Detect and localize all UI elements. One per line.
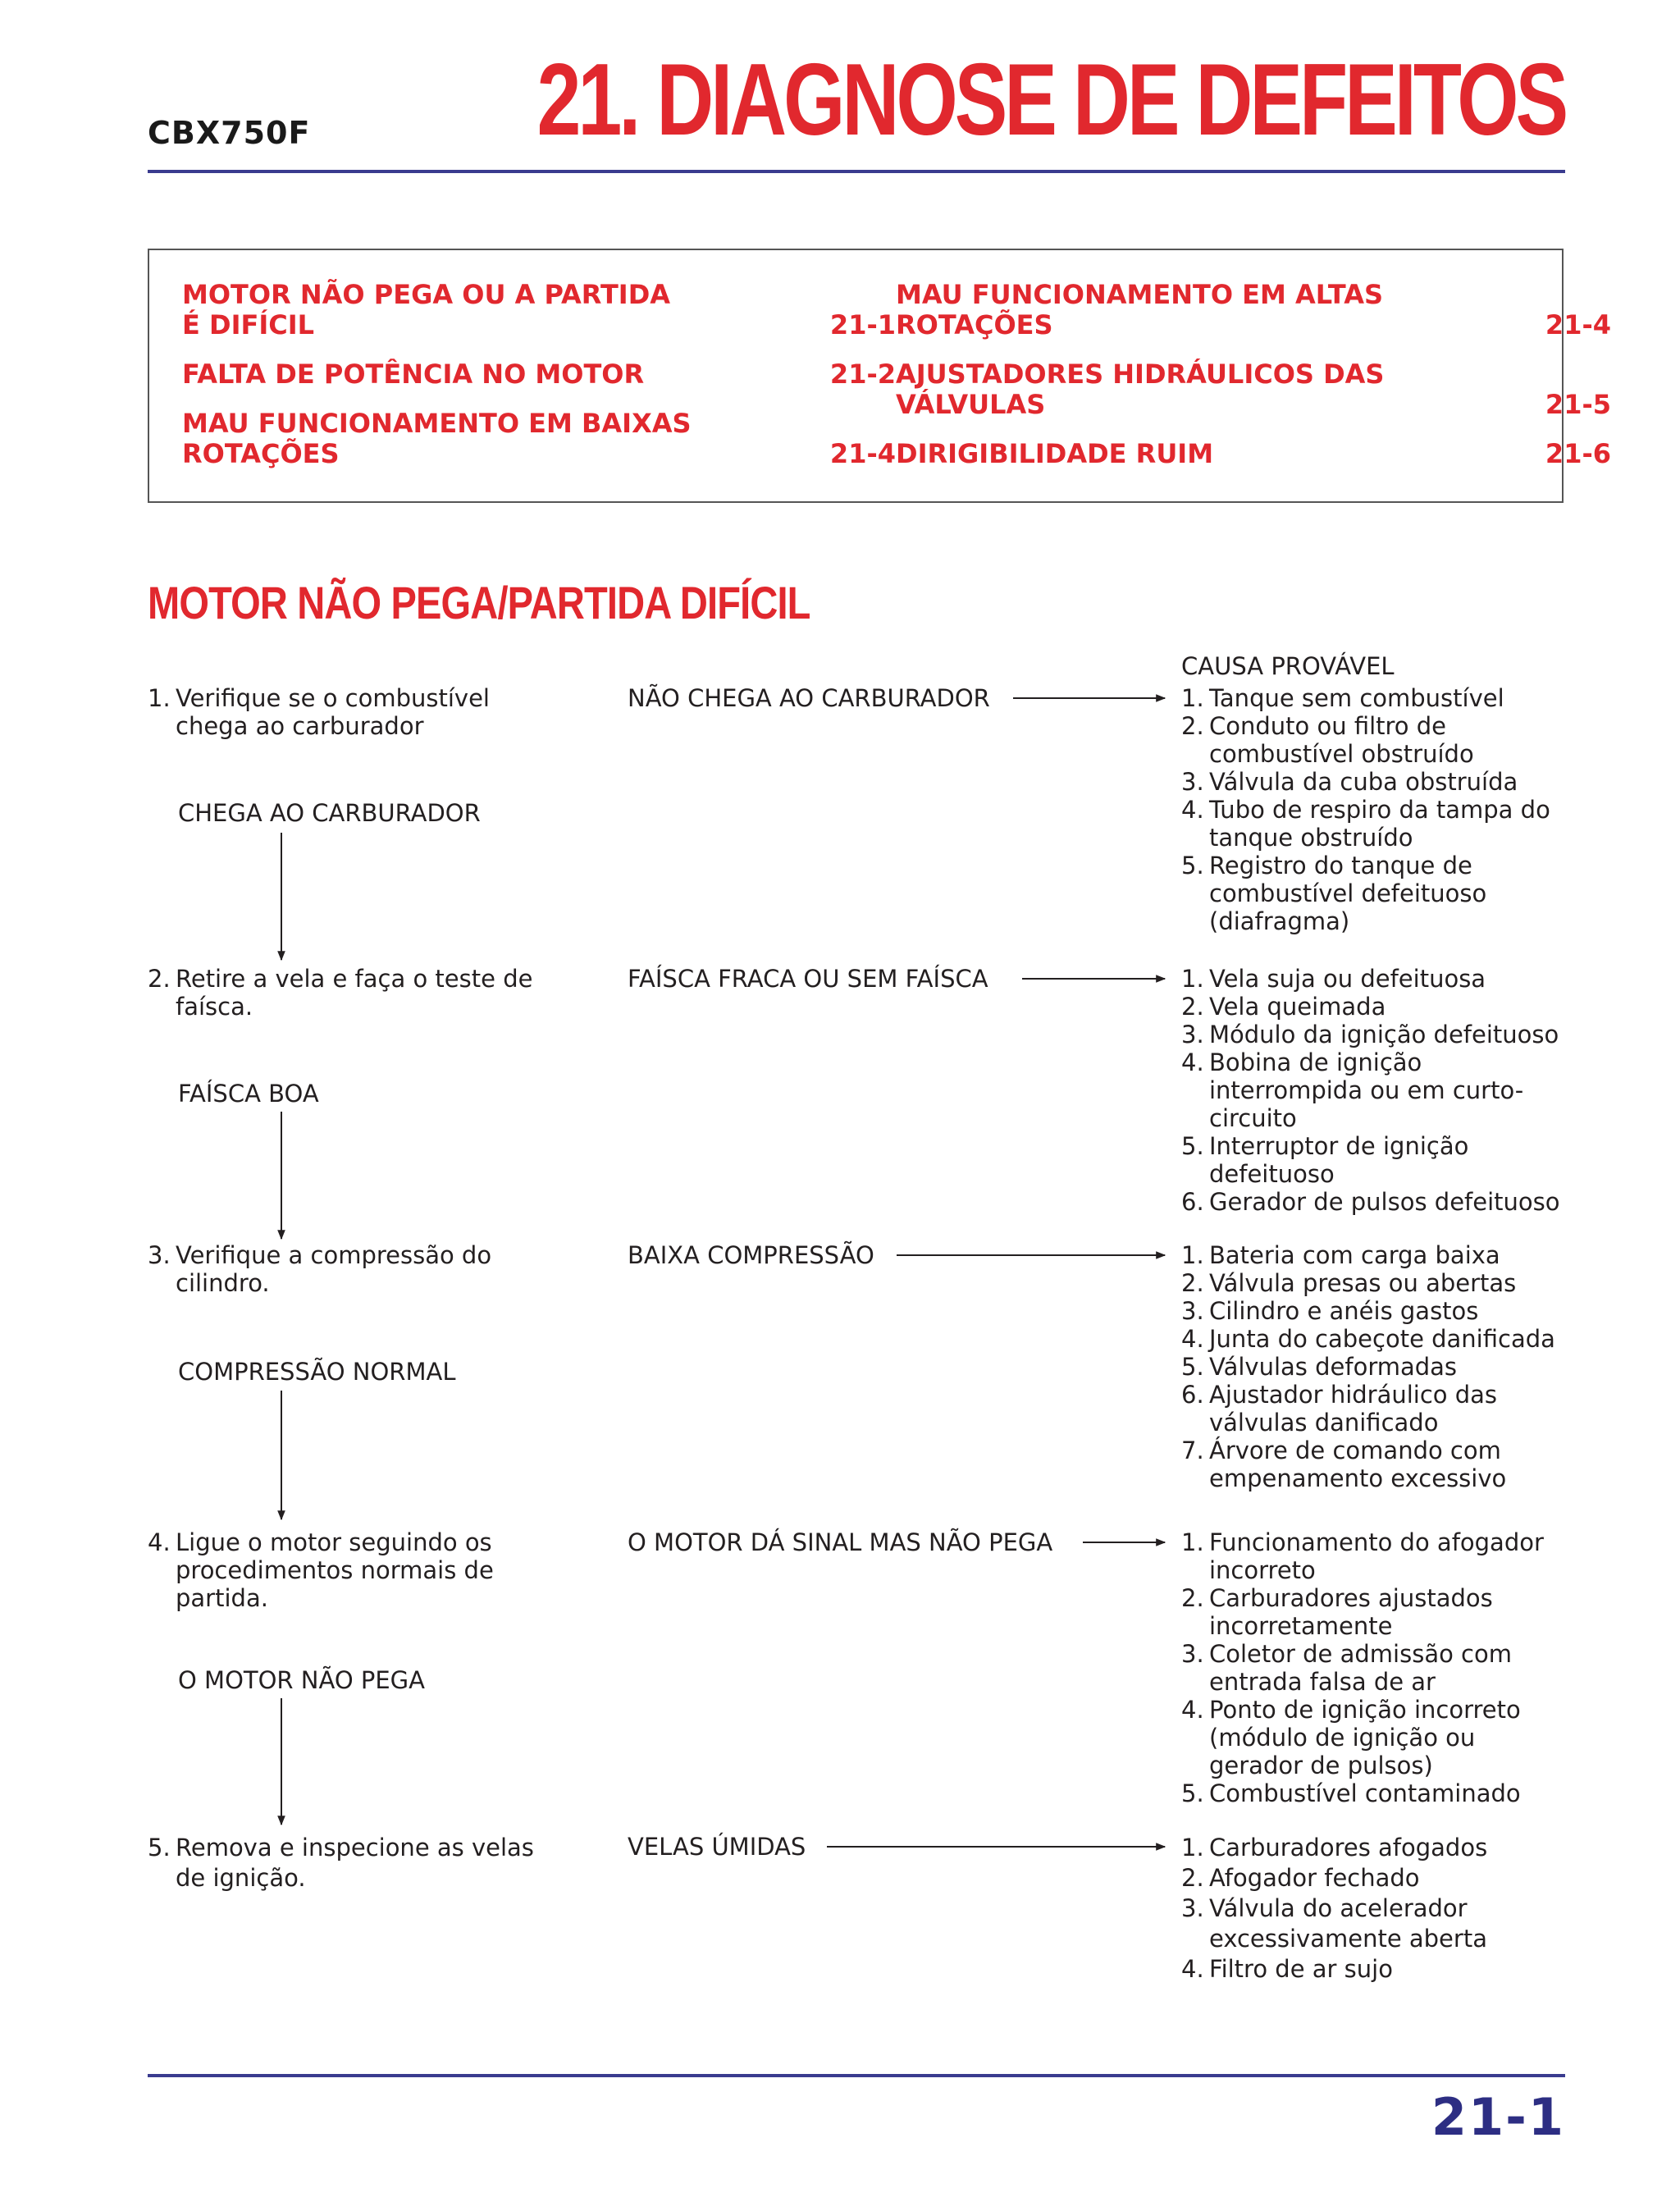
- step-4-result: O MOTOR NÃO PEGA: [178, 1666, 425, 1694]
- step-5: 5. Remova e inspecione as velas de ignição.: [148, 1834, 534, 1892]
- page-number: 21-1: [1431, 2087, 1565, 2147]
- toc-item-6[interactable]: DIRIGIBILIDADE RUIM: [896, 438, 1214, 469]
- step-1-result: CHEGA AO CARBURADOR: [178, 799, 481, 827]
- toc-page-2: 21-2: [829, 359, 896, 390]
- step-4: 4. Ligue o motor seguindo os procedimentos normais de partida.: [148, 1528, 494, 1612]
- toc-item-1[interactable]: MOTOR NÃO PEGA OU A PARTIDA É DIFÍCIL: [182, 279, 671, 340]
- step-2-condition: FAÍSCA FRACA OU SEM FAÍSCA: [628, 965, 988, 993]
- step-3-condition: BAIXA COMPRESSÃO: [628, 1241, 874, 1269]
- toc-item-3[interactable]: MAU FUNCIONAMENTO EM BAIXAS ROTAÇÕES: [182, 408, 692, 469]
- step-5-causes: 1. Carburadores afogados 2. Afogador fechado 3. Válvula do acelerador excessivamente aberta 4. Filtro de ar sujo: [1181, 1834, 1488, 1983]
- step-3: 3. Verifique a compressão do cilindro.: [148, 1241, 492, 1297]
- toc-page-3: 21-4: [829, 438, 896, 469]
- step-2-causes: 1. Vela suja ou defeituosa 2. Vela queimada 3. Módulo da ignição defeituoso 4. Bobina de ignição interrompida ou em curto- circuito 5. Interruptor de ignição defeituoso 6. Gerador de pulsos defeituoso: [1181, 965, 1560, 1216]
- toc-item-5[interactable]: AJUSTADORES HIDRÁULICOS DAS VÁLVULAS: [896, 359, 1385, 420]
- step-3-result: COMPRESSÃO NORMAL: [178, 1358, 456, 1386]
- causes-header: CAUSA PROVÁVEL: [1181, 652, 1395, 680]
- step-1-condition: NÃO CHEGA AO CARBURADOR: [628, 684, 990, 712]
- model-name: CBX750F: [148, 115, 311, 151]
- toc-item-4[interactable]: MAU FUNCIONAMENTO EM ALTAS ROTAÇÕES: [896, 279, 1384, 340]
- step-4-condition: O MOTOR DÁ SINAL MAS NÃO PEGA: [628, 1528, 1053, 1556]
- toc-page-6: 21-6: [1545, 438, 1611, 469]
- step-4-causes: 1. Funcionamento do afogador incorreto 2. Carburadores ajustados incorretamente 3. Coletor de admissão com entrada falsa de ar 4. Ponto de ignição incorreto (módulo de ignição ou gerador de pulsos) 5. Combustível contaminado: [1181, 1528, 1544, 1807]
- toc-item-2[interactable]: FALTA DE POTÊNCIA NO MOTOR: [182, 359, 645, 390]
- toc-page-4: 21-4: [1545, 309, 1611, 340]
- step-1: 1. Verifique se o combustível chega ao carburador: [148, 684, 490, 740]
- step-2-result: FAÍSCA BOA: [178, 1080, 319, 1108]
- step-1-causes: 1. Tanque sem combustível 2. Conduto ou filtro de combustível obstruído 3. Válvula da cuba obstruída 4. Tubo de respiro da tampa do tanque obstruído 5. Registro do tanque de combustível defeituoso (diafragma): [1181, 684, 1550, 935]
- chapter-title: 21. DIAGNOSE DE DEFEITOS: [536, 43, 1565, 157]
- step-5-condition: VELAS ÚMIDAS: [628, 1833, 806, 1861]
- step-3-causes: 1. Bateria com carga baixa 2. Válvula presas ou abertas 3. Cilindro e anéis gastos 4. Junta do cabeçote danificada 5. Válvulas deformadas 6. Ajustador hidráulico das válvulas danificado 7. Árvore de comando com empenamento excessivo: [1181, 1241, 1555, 1492]
- step-2: 2. Retire a vela e faça o teste de faísca.: [148, 965, 533, 1021]
- toc-page-5: 21-5: [1545, 389, 1611, 420]
- section-title: MOTOR NÃO PEGA/PARTIDA DIFÍCIL: [148, 577, 810, 628]
- footer-rule: [148, 2074, 1565, 2077]
- toc-page-1: 21-1: [829, 309, 896, 340]
